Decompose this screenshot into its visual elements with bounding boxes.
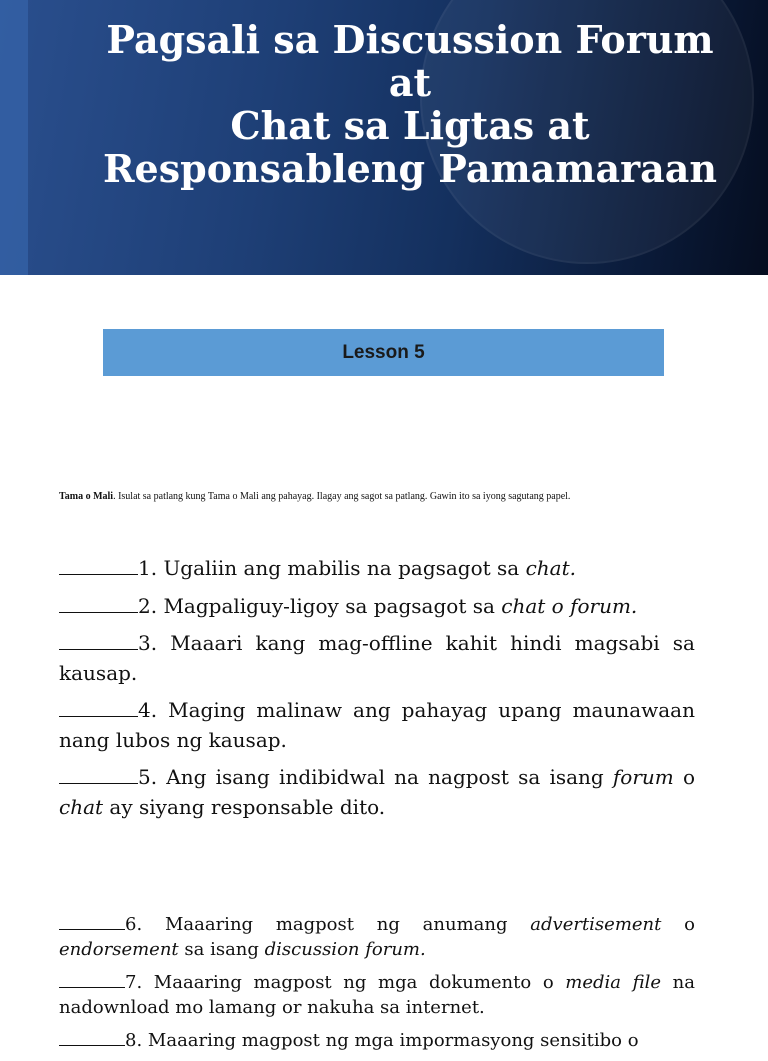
question-item bbox=[59, 696, 695, 755]
question-number: 1. bbox=[138, 556, 164, 580]
title-banner bbox=[0, 0, 768, 275]
banner-accent-strip bbox=[0, 0, 28, 275]
instructions-text: . Isulat sa patlang kung Tama o Mali ang pahayag. Ilagay ang sagot sa patlang. Gawin ito sa iyong sagutang papel. bbox=[113, 491, 571, 502]
question-number: 8. bbox=[125, 1030, 148, 1051]
answer-blank[interactable] bbox=[59, 631, 138, 650]
spacer bbox=[59, 830, 695, 912]
question-number: 4. bbox=[138, 698, 169, 722]
question-group-small bbox=[59, 912, 695, 1053]
question-list bbox=[59, 554, 695, 1061]
title-line: Pagsali sa Discussion Forum bbox=[106, 17, 714, 62]
question-text: Ugaliin ang mabilis na pagsagot sa bbox=[163, 556, 526, 580]
question-number: 7. bbox=[125, 972, 154, 993]
title-line: at bbox=[388, 60, 432, 105]
question-number: 2. bbox=[138, 593, 164, 618]
question-text: sa isang bbox=[178, 939, 265, 960]
instructions-title: Tama o Mali bbox=[59, 491, 114, 502]
question-item bbox=[59, 1028, 695, 1053]
answer-blank[interactable] bbox=[59, 1029, 125, 1046]
question-text: Maaaring magpost ng mga impormasyong sensitibo o bbox=[147, 1030, 639, 1051]
answer-blank[interactable] bbox=[59, 556, 138, 575]
question-group-large bbox=[59, 554, 695, 822]
question-item bbox=[59, 970, 695, 1020]
question-text: Ang isang indibidwal na nagpost sa isang bbox=[166, 765, 613, 789]
question-item bbox=[59, 592, 695, 622]
question-number: 5. bbox=[138, 765, 167, 789]
answer-blank[interactable] bbox=[59, 698, 138, 717]
question-text: Maaari kang mag-offline kahit hindi magsabi sa kausap. bbox=[59, 631, 695, 685]
question-number: 3. bbox=[138, 631, 171, 655]
lesson-label: Lesson 5 bbox=[342, 341, 425, 363]
lesson-header-bar bbox=[103, 329, 664, 376]
question-text: ay siyang responsable dito. bbox=[103, 794, 386, 819]
title-line: Chat sa Ligtas at bbox=[230, 103, 590, 148]
question-text-italic: chat. bbox=[525, 556, 576, 580]
question-text: Maaaring magpost ng anumang bbox=[164, 914, 531, 935]
question-item bbox=[59, 912, 695, 962]
question-item bbox=[59, 554, 695, 584]
answer-blank[interactable] bbox=[59, 765, 138, 784]
question-text: o bbox=[673, 765, 695, 789]
title-line: Responsableng Pamamaraan bbox=[102, 146, 718, 191]
question-text-italic: chat o forum. bbox=[501, 593, 638, 618]
question-text: Magpaliguy-ligoy sa pagsagot sa bbox=[163, 593, 502, 618]
question-text-italic: endorsement bbox=[59, 939, 179, 960]
instructions bbox=[59, 491, 719, 502]
question-text: Maaaring magpost ng mga dokumento o bbox=[153, 972, 566, 993]
question-text: Maging malinaw ang pahayag upang maunawaan nang lubos ng kausap. bbox=[59, 698, 695, 752]
question-item bbox=[59, 763, 695, 822]
question-number: 6. bbox=[125, 914, 165, 935]
answer-blank[interactable] bbox=[59, 913, 125, 930]
question-text-italic: discussion forum. bbox=[264, 939, 426, 960]
answer-blank[interactable] bbox=[59, 594, 138, 613]
question-text-italic: media file bbox=[565, 972, 662, 993]
answer-blank[interactable] bbox=[59, 971, 125, 988]
question-text-italic: chat bbox=[59, 794, 104, 819]
question-text: o bbox=[661, 914, 695, 935]
question-item bbox=[59, 629, 695, 688]
question-text-italic: forum bbox=[612, 765, 674, 789]
question-text: na nadownload mo lamang or nakuha sa internet. bbox=[59, 972, 695, 1018]
question-text-italic: advertisement bbox=[530, 914, 662, 935]
page-title bbox=[60, 18, 760, 190]
